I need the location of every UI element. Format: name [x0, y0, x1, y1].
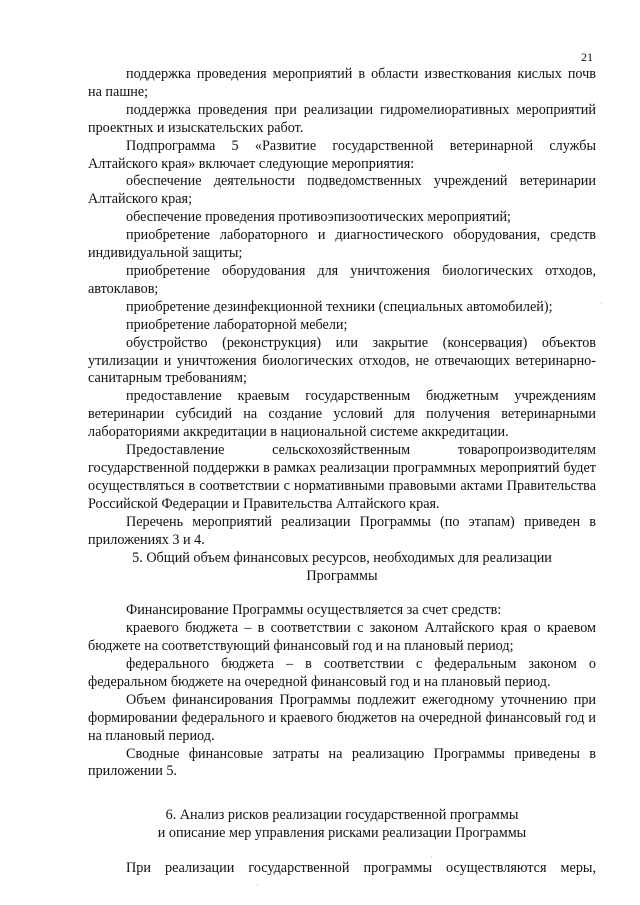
paragraph: федерального бюджета – в соответствии с федеральным законом о федеральном бюджете на очередной финансовый год и на плановый период. [88, 656, 596, 690]
section-heading-5 [88, 550, 596, 586]
page-body [88, 66, 596, 878]
paragraph: Сводные финансовые затраты на реализацию Программы приведены в приложении 5. [88, 745, 596, 780]
paragraph: При реализации государственной программы осуществляются меры, [126, 860, 596, 877]
paragraph: приобретение дезинфекционной техники (специальных автомобилей); [126, 298, 553, 315]
paragraph: приобретение лабораторного и диагностического оборудования, средств индивидуальной защиты; [88, 227, 596, 262]
heading-line: 5. Общий объем финансовых ресурсов, необходимых для реализации [132, 550, 552, 567]
paragraph: Финансирование Программы осуществляется за счет средств: [126, 602, 502, 619]
paragraph: обустройство (реконструкция) или закрытие (консервация) объектов утилизации и уничтожения биологических отходов, не отвечающих ветеринарно-санитарным требованиям; [88, 334, 596, 387]
paragraph: приобретение лабораторной мебели; [126, 316, 348, 333]
paragraph: Предоставление сельскохозяйственным товаропроизводителям государственной поддержки в рамках реализации программных мероприятий будет осуществляться в соответствии с нормативными правовыми актами Правительства Российской Федерации и Правительства Алтайского края. [88, 442, 596, 512]
paragraph: обеспечение проведения противоэпизоотических мероприятий; [126, 209, 511, 226]
paragraph: обеспечение деятельности подведомственных учреждений ветеринарии Алтайского края; [88, 173, 596, 208]
paragraph: поддержка проведения мероприятий в области известкования кислых почв на пашне; [88, 66, 596, 100]
page-number: 21 [581, 50, 593, 64]
section-heading-6 [88, 807, 596, 843]
paragraph: краевого бюджета – в соответствии с законом Алтайского края о краевом бюджете на соответствующий финансовый год и на плановый период; [88, 620, 596, 655]
paragraph: Объем финансирования Программы подлежит ежегодному уточнению при формировании федерального и краевого бюджетов на очередной финансовый год и на плановый период. [88, 691, 596, 744]
paragraph: Подпрограмма 5 «Развитие государственной ветеринарной службы Алтайского края» включает следующие мероприятия: [88, 137, 596, 172]
scan-speck: · [430, 852, 433, 862]
scan-speck: · [600, 298, 603, 308]
heading-line: 6. Анализ рисков реализации государственной программы [165, 807, 519, 824]
heading-line: и описание мер управления рисками реализации Программы [157, 825, 527, 842]
paragraph: Перечень мероприятий реализации Программы (по этапам) приведен в приложениях 3 и 4. [88, 513, 596, 548]
paragraph: предоставление краевым государственным бюджетным учреждениям ветеринарии субсидий на создание условий для получения ветеринарными лабораториями аккредитации в национальной системе аккредитации. [88, 388, 596, 441]
scan-speck: · [256, 880, 259, 890]
heading-line: Программы [306, 568, 378, 585]
paragraph: приобретение оборудования для уничтожения биологических отходов, автоклавов; [88, 262, 596, 297]
paragraph: поддержка проведения при реализации гидромелиоративных мероприятий проектных и изыскательских работ. [88, 101, 596, 136]
